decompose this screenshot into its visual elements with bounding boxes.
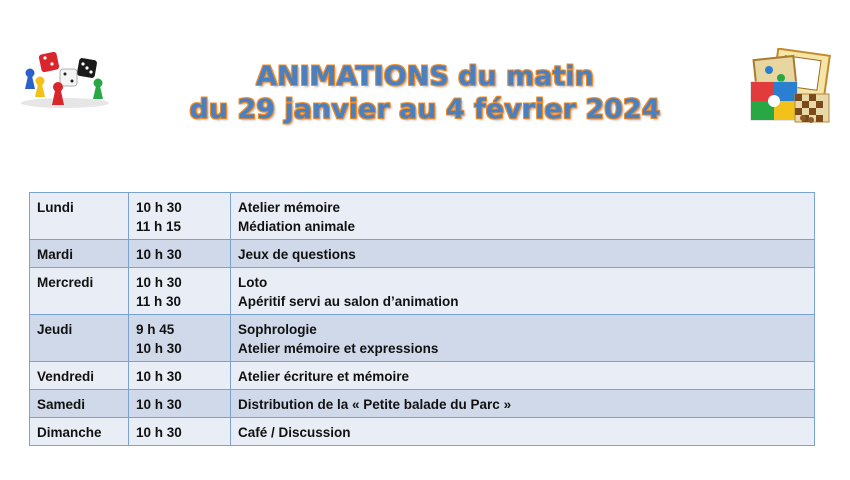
day-label: Dimanche — [37, 425, 102, 440]
time-cell — [129, 193, 231, 240]
time-label: 10 h 30 — [136, 247, 182, 262]
time-label: 11 h 30 — [136, 294, 182, 309]
page-title — [150, 60, 700, 126]
time-cell — [129, 268, 231, 315]
activity-label: Atelier écriture et mémoire — [238, 369, 410, 384]
time-cell — [129, 390, 231, 418]
time-label: 10 h 30 — [136, 369, 182, 384]
day-cell — [30, 418, 129, 446]
activity-label: Café / Discussion — [238, 425, 351, 440]
day-label: Jeudi — [37, 322, 73, 337]
schedule-row — [30, 315, 815, 362]
activity-cell — [231, 240, 815, 268]
time-label: 9 h 45 — [136, 322, 175, 337]
activity-cell — [231, 390, 815, 418]
day-label: Lundi — [37, 200, 74, 215]
day-cell — [30, 268, 129, 315]
activity-cell — [231, 268, 815, 315]
schedule-row — [30, 240, 815, 268]
day-label: Samedi — [37, 397, 86, 412]
day-cell — [30, 240, 129, 268]
activity-label: Jeux de questions — [238, 247, 356, 262]
time-label: 11 h 15 — [136, 219, 182, 234]
activity-label: Atelier mémoire — [238, 200, 341, 215]
time-label: 10 h 30 — [136, 425, 182, 440]
title-line-1: ANIMATIONS du matin — [256, 61, 594, 92]
time-label: 10 h 30 — [136, 341, 182, 356]
schedule-row — [30, 362, 815, 390]
time-cell — [129, 362, 231, 390]
day-cell — [30, 315, 129, 362]
day-cell — [30, 193, 129, 240]
schedule-table — [29, 192, 815, 446]
activity-label: Atelier mémoire et expressions — [238, 341, 439, 356]
activity-label: Loto — [238, 275, 268, 290]
schedule-row — [30, 193, 815, 240]
dice-and-pawns-picture — [18, 45, 113, 110]
schedule-row — [30, 390, 815, 418]
activity-label: Distribution de la « Petite balade du Parc » — [238, 397, 512, 412]
activity-cell — [231, 315, 815, 362]
time-label: 10 h 30 — [136, 275, 182, 290]
time-cell — [129, 418, 231, 446]
time-label: 10 h 30 — [136, 397, 182, 412]
schedule-row — [30, 268, 815, 315]
activity-cell — [231, 362, 815, 390]
activity-label: Apéritif servi au salon d’animation — [238, 294, 459, 309]
board-games-picture — [745, 48, 833, 126]
activity-label: Sophrologie — [238, 322, 317, 337]
time-label: 10 h 30 — [136, 200, 182, 215]
schedule-row — [30, 418, 815, 446]
day-label: Mercredi — [37, 275, 94, 290]
activity-label: Médiation animale — [238, 219, 356, 234]
day-label: Mardi — [37, 247, 74, 262]
title-line-2: du 29 janvier au 4 février 2024 — [189, 94, 661, 125]
time-cell — [129, 315, 231, 362]
time-cell — [129, 240, 231, 268]
activity-cell — [231, 418, 815, 446]
day-label: Vendredi — [37, 369, 95, 384]
activity-cell — [231, 193, 815, 240]
day-cell — [30, 390, 129, 418]
day-cell — [30, 362, 129, 390]
